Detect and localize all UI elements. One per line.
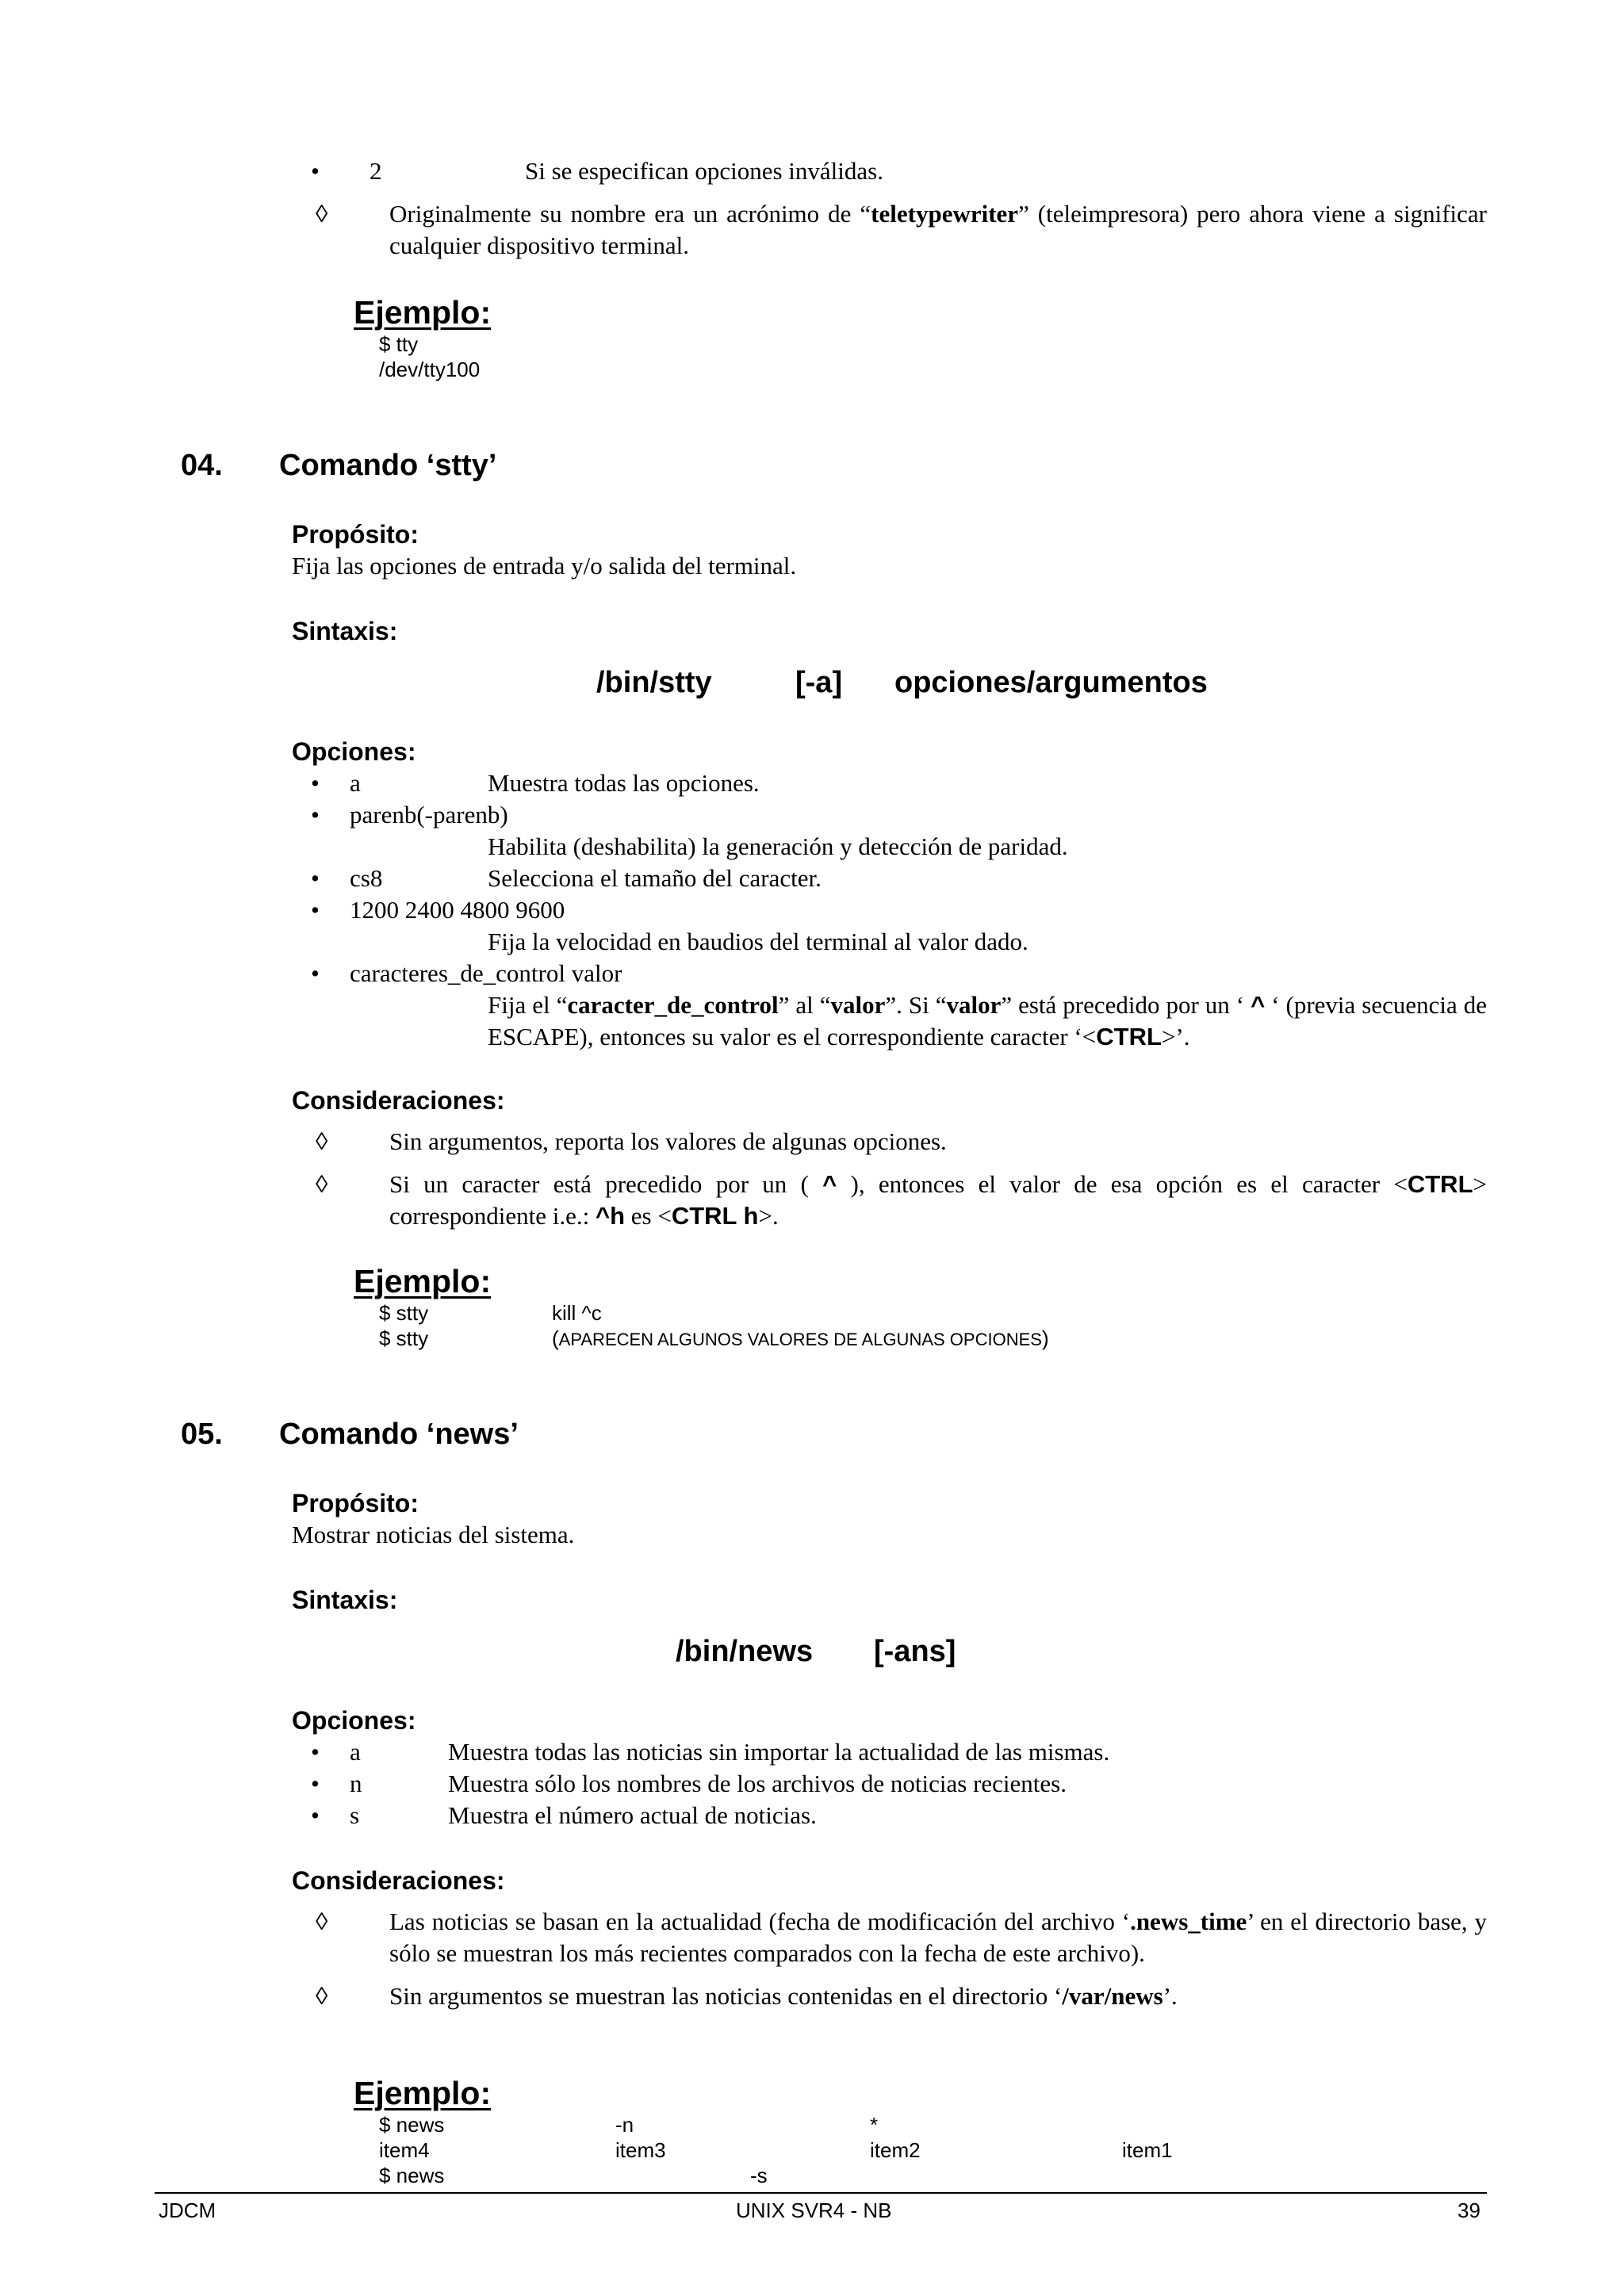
example-output: item3: [615, 2138, 666, 2162]
diamond-marker: ◊: [316, 1982, 328, 2010]
bullet: •: [311, 1801, 320, 1829]
example-heading: Ejemplo:: [354, 1263, 492, 1299]
consideration-text: Si un caracter está precedido por un ( ^ ), entonces el valor de esa opción es el caracter <CTRL> correspondiente i.e.: ^h es <CTRL h>.: [389, 1170, 1487, 1230]
syntax-label: Sintaxis:: [292, 617, 398, 645]
options-label: Opciones:: [292, 737, 416, 766]
diamond-marker: ◊: [316, 1127, 328, 1155]
bullet: •: [311, 801, 320, 828]
syntax-flag: [-ans]: [874, 1635, 956, 1668]
option-desc: Muestra todas las opciones.: [488, 769, 760, 797]
option-desc: Muestra el número actual de noticias.: [448, 1801, 817, 1829]
option-desc: Fija el “caracter_de_control” al “valor”. Si “valor” está precedido por un ‘ ^ ‘ (previa secuencia de ESCAPE), entonces su valor es el correspondiente caracter ‘<CTRL>’.: [488, 991, 1488, 1050]
example-output: item1: [1122, 2138, 1173, 2162]
consideration-text: Las noticias se basan en la actualidad (fecha de modificación del archivo ‘.news_time’ en el directorio base, y sólo se muestran los más recientes comparados con la fecha de este archivo).: [389, 1908, 1487, 1967]
bullet: •: [311, 959, 320, 987]
purpose-label: Propósito:: [292, 1489, 419, 1517]
syntax-label: Sintaxis:: [292, 1586, 398, 1614]
example-command: $ news: [379, 2164, 445, 2187]
option-term: n: [350, 1770, 362, 1797]
bullet: •: [311, 1738, 320, 1766]
syntax-command: /bin/news: [676, 1635, 814, 1668]
bullet: •: [311, 1770, 320, 1797]
note-text: Originalmente su nombre era un acrónimo de “teletypewriter” (teleimpresora) pero ahora viene a significar cualquier dispositivo terminal.: [389, 200, 1487, 259]
option-desc: Selecciona el tamaño del caracter.: [488, 864, 822, 892]
section-title: Comando ‘news’: [279, 1418, 519, 1451]
example-command: $ news: [379, 2113, 445, 2137]
option-term: a: [350, 1738, 361, 1766]
option-term: caracteres_de_control valor: [350, 959, 622, 987]
option-term: s: [350, 1801, 360, 1829]
bullet: •: [311, 896, 320, 924]
example-heading: Ejemplo:: [354, 2075, 492, 2111]
option-desc: Fija la velocidad en baudios del terminal al valor dado.: [488, 928, 1028, 955]
footer-rule: [155, 2192, 1487, 2194]
section-number: 05.: [181, 1418, 223, 1451]
option-desc: Habilita (deshabilita) la generación y detección de paridad.: [488, 832, 1068, 860]
purpose-text: Mostrar noticias del sistema.: [292, 1521, 575, 1548]
option-term: a: [350, 769, 361, 797]
example-line: $ tty: [379, 332, 419, 356]
considerations-label: Consideraciones:: [292, 1866, 505, 1895]
diamond-marker: ◊: [316, 1170, 328, 1198]
syntax-command: /bin/stty: [596, 666, 712, 699]
option-term: 1200 2400 4800 9600: [350, 896, 565, 924]
example-line: /dev/tty100: [379, 358, 481, 381]
example-output: item2: [870, 2138, 921, 2162]
bullet: •: [311, 769, 320, 797]
options-label: Opciones:: [292, 1706, 416, 1735]
section-number: 04.: [181, 449, 223, 482]
syntax-arguments: opciones/argumentos: [894, 666, 1208, 699]
example-command: $ stty: [379, 1326, 429, 1350]
example-command: $ stty: [379, 1301, 429, 1325]
consideration-text: Sin argumentos se muestran las noticias contenidas en el directorio ‘/var/news’.: [389, 1982, 1178, 2010]
purpose-text: Fija las opciones de entrada y/o salida del terminal.: [292, 552, 797, 580]
page-number: 39: [1457, 2198, 1480, 2222]
bullet: •: [311, 157, 320, 185]
footer-title: UNIX SVR4 - NB: [736, 2198, 892, 2222]
diamond-marker: ◊: [316, 1908, 328, 1935]
bullet: •: [311, 864, 320, 892]
exit-code-description: Si se especifican opciones inválidas.: [525, 157, 883, 185]
example-argument: (APARECEN ALGUNOS VALORES DE ALGUNAS OPCIONES): [552, 1326, 1049, 1350]
considerations-label: Consideraciones:: [292, 1086, 505, 1115]
example-argument: *: [870, 2113, 879, 2137]
purpose-label: Propósito:: [292, 520, 419, 549]
example-argument: -s: [750, 2164, 768, 2187]
option-desc: Muestra todas las noticias sin importar la actualidad de las mismas.: [448, 1738, 1110, 1766]
example-output: item4: [379, 2138, 430, 2162]
section-title: Comando ‘stty’: [279, 449, 497, 482]
exit-code-value: 2: [370, 157, 382, 185]
consideration-text: Sin argumentos, reporta los valores de algunas opciones.: [389, 1127, 947, 1155]
option-term: cs8: [350, 864, 383, 892]
example-heading: Ejemplo:: [354, 294, 492, 331]
syntax-flag: [-a]: [795, 666, 843, 699]
option-term: parenb(-parenb): [350, 801, 508, 828]
example-argument: -n: [615, 2113, 634, 2137]
footer-author: JDCM: [159, 2198, 216, 2222]
diamond-marker: ◊: [316, 200, 328, 228]
option-desc: Muestra sólo los nombres de los archivos de noticias recientes.: [448, 1770, 1067, 1797]
example-argument: kill ^c: [552, 1301, 602, 1325]
